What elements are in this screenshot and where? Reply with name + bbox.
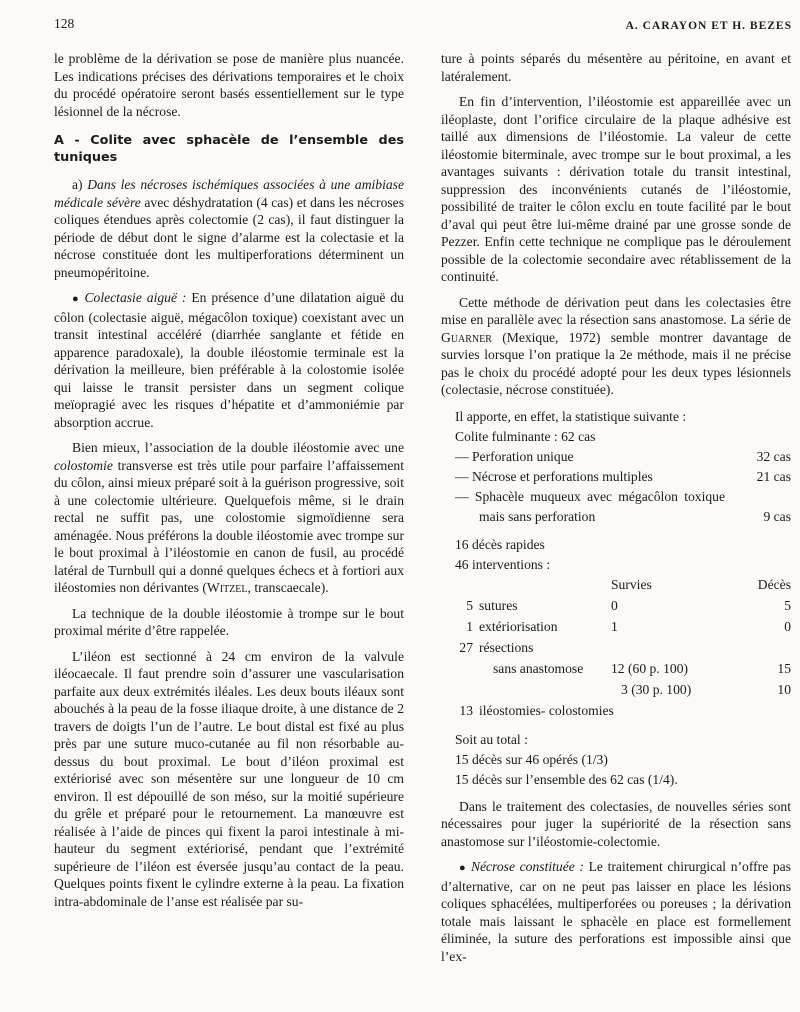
text: a) (72, 177, 88, 192)
stat-value: 21 cas (756, 468, 791, 484)
small-caps-name: Witzel (206, 580, 248, 595)
paragraph (54, 176, 404, 281)
stat-label: — Nécrose et perforations multiples (455, 468, 653, 484)
row-deces: 15 (777, 660, 791, 676)
row-label: iléostomies- colostomies (479, 702, 614, 718)
text: Le traitement chirurgical n’offre pas d’alternative, car on ne peut pas laisser en place les lésions coliques sphacélées, multiperforées ou poreuses ; la dérivation totale mais laissant le sphacèle en place est formellement éliminée, la suture des perforations est impossible ainsi que l’ex- (441, 859, 791, 964)
table-row (455, 617, 791, 638)
bullet-paragraph (441, 858, 791, 965)
running-header-authors: A. CARAYON ET H. BEZES (625, 20, 792, 32)
paragraph: La technique de la double iléostomie à trompe sur le bout proximal mérite d’être rappelée. (54, 605, 404, 638)
text: Bien mieux, l’association de la double iléostomie avec une (72, 440, 404, 455)
right-column (441, 50, 791, 973)
row-count (455, 659, 479, 680)
row-label: sans anastomose (493, 660, 584, 676)
row-survies: 0 (611, 597, 618, 613)
text: Cette méthode de dérivation peut dans les colectasies être mise en parallèle avec la résection sans anastomose. La série de (441, 294, 791, 327)
row-count (455, 680, 479, 701)
row-deces: 5 (784, 597, 791, 613)
row-label: sutures (479, 597, 518, 613)
row-label: résections (479, 639, 534, 655)
text: transverse est très utile pour parfaire l’affaissement du côlon, ainsi mieux préparé soit à la guérison progressive, soit à une colectomie ultérieure. Quelquefois même, si le drain rectal ne suffit pas, une colostomie sigmoïdienne sera aménagée. Nous préférons la double iléostomie avec trompe sur le bout proximal à l’iléostomie en canon de fusil, au procédé latéral de Turnbull qui a donné quelques échecs et à fortiori aux iléostomies non dérivantes ( (54, 457, 404, 595)
text: (Mexique, 1972) semble montrer davantage de survies lorsque l’on pratique la 2e méthode, mais il ne précise pas le choix du procédé adopté pour les deux types lésionnels (colectasie, nécrose constituée). (441, 329, 791, 397)
italic-text: Dans les nécroses ischémiques associées à une amibiase médicale sévère (54, 177, 404, 210)
row-count: 13 (459, 702, 473, 718)
table-row (455, 659, 791, 680)
table-row (455, 701, 791, 722)
section-heading: A - Colite avec sphacèle de l’ensemble des tuniques (54, 133, 404, 165)
stat-value: 32 cas (756, 448, 791, 464)
page-number: 128 (54, 16, 75, 31)
row-deces (751, 638, 791, 659)
stat-label: — Sphacèle muqueux avec mégacôlon toxique mais sans perforation (455, 488, 725, 524)
row-count: 5 (466, 597, 473, 613)
left-column (54, 50, 404, 918)
row-deces: 0 (784, 618, 791, 634)
total-line: 15 décès sur 46 opérés (1/3) (455, 751, 608, 767)
text: En présence d’une dilatation aiguë du côlon (colectasie aiguë, mégacôlon toxique) coexistant avec un transit intestinal accéléré (diarrhée sanglante et fétide en apparence paradoxale), la double iléostomie terminale est la dérivation la meilleure, bien préférable à la colostomie isolée qui laisse le transit persister dans un segment colique meïopragié avec les risques d’hépatite et d’ammoniémie par absorption accrue. (54, 290, 404, 430)
italic-text: colostomie (54, 457, 113, 473)
stat-value: 9 cas (763, 508, 791, 524)
colite-line: Colite fulminante : 62 cas (455, 428, 596, 444)
total-heading: Soit au total : (455, 731, 528, 747)
stat-intro: Il apporte, en effet, la statistique suivante : (455, 408, 687, 424)
paragraph: ture à points séparés du mésentère au péritoine, en avant et latéralement. (441, 51, 791, 84)
stat-row (455, 447, 791, 467)
row-label: extériorisation (479, 618, 558, 634)
italic-text: Nécrose constituée : (470, 859, 584, 874)
text: avec déshydratation (4 cas) et dans les nécroses coliques étendues après colectomie (2 cas), il faut distinguer la période de début dont le signe d’alarme est la colectasie et la nécrose constituée dont les multiperforations déterminent un pneumopéritoine. (54, 194, 404, 280)
statistics-block (441, 407, 791, 798)
table-row (455, 596, 791, 617)
italic-text: Colectasie aiguë : (84, 290, 187, 305)
bullet-paragraph (54, 289, 404, 431)
paragraph (441, 294, 791, 399)
row-survies: 12 (60 p. 100) (611, 660, 689, 676)
table-row (455, 638, 791, 659)
paragraph: L’iléon est sectionné à 24 cm environ de la valvule iléocaecale. Il faut prendre soin d’assurer une vascularisation parfaite aux deux extrémités iléales. Les deux bouts iléaux sont abouchés à la peau de la fosse iliaque droite, à une distance de 2 travers de doigts l’un de l’autre. Le bout distal est fixé au plus près par une suture muco-cutanée au fil non résorbable au-dessus du bout proximal. Le bout d’iléon proximal est extériorisé avec son mésentère sur une longueur de 10 cm environ. Il est dépouillé de son méso, sur la moitié supérieure du grêle et préparé pour le retournement. La manœuvre est réalisée à l’aide de pinces qui fixent la paroi intestinale à mi-hauteur du segment extériorisé, pendant que l’extrémité supérieure de l’iléon est éversée jusqu’au contact de la peau. Quelques points fixent le cylindre externe à la peau. La fixation intra-abdominale de l’anse est réalisée par su- (54, 648, 404, 909)
text: , transcaecale). (247, 580, 329, 595)
deces-rapides: 16 décès rapides (455, 536, 545, 552)
total-line: 15 décès sur l’ensemble des 62 cas (1/4). (455, 771, 678, 787)
paragraph: En fin d’intervention, l’iléostomie est appareillée avec un iléoplaste, dont l’orifice circulaire de la plaque adhésive est taillé aux dimensions de l’iléostomie. La valeur de cette iléostomie biterminale, avec trompe sur le bout proximal, a les avantages suivants : dérivation totale du transit intestinal, suppression des inconvénients cutanés de l’iléostomie, possibilité de traiter le côlon exclu en toute facilité par le bout d’aval qui peut être lui-même drainé par une grosse sonde de Pezzer. Enfin cette technique ne complique pas le déroulement possible de la colectomie secondaire avec rétablissement de la continuité. (441, 94, 791, 284)
table-header-row (455, 575, 791, 596)
row-survies (611, 638, 751, 659)
table-row (455, 680, 791, 701)
row-count: 27 (459, 639, 473, 655)
row-count: 1 (466, 618, 473, 634)
stat-row (455, 487, 791, 527)
row-survies: 3 (30 p. 100) (621, 681, 692, 697)
column-header-survies: Survies (611, 576, 652, 592)
paragraph: Dans le traitement des colectasies, de nouvelles séries sont nécessaires pour juger la supériorité de la résection sans anastomose sur l’iléostomie-colectomie. (441, 798, 791, 849)
results-table (455, 575, 791, 722)
paragraph (54, 439, 404, 597)
interventions-line: 46 interventions : (455, 556, 551, 572)
row-survies: 1 (611, 618, 618, 634)
paragraph: le problème de la dérivation se pose de manière plus nuancée. Les indications précises des dérivations temporaires et le choix du procédé opératoire seront basés essentiellement sur le type lésionnel de la nécrose. (54, 51, 404, 119)
small-caps-name: Guarner (441, 329, 492, 345)
column-header-deces: Décès (757, 576, 791, 592)
row-deces: 10 (777, 681, 791, 697)
row-label (479, 680, 611, 701)
stat-label: — Perforation unique (455, 448, 574, 464)
stat-row (455, 467, 791, 487)
